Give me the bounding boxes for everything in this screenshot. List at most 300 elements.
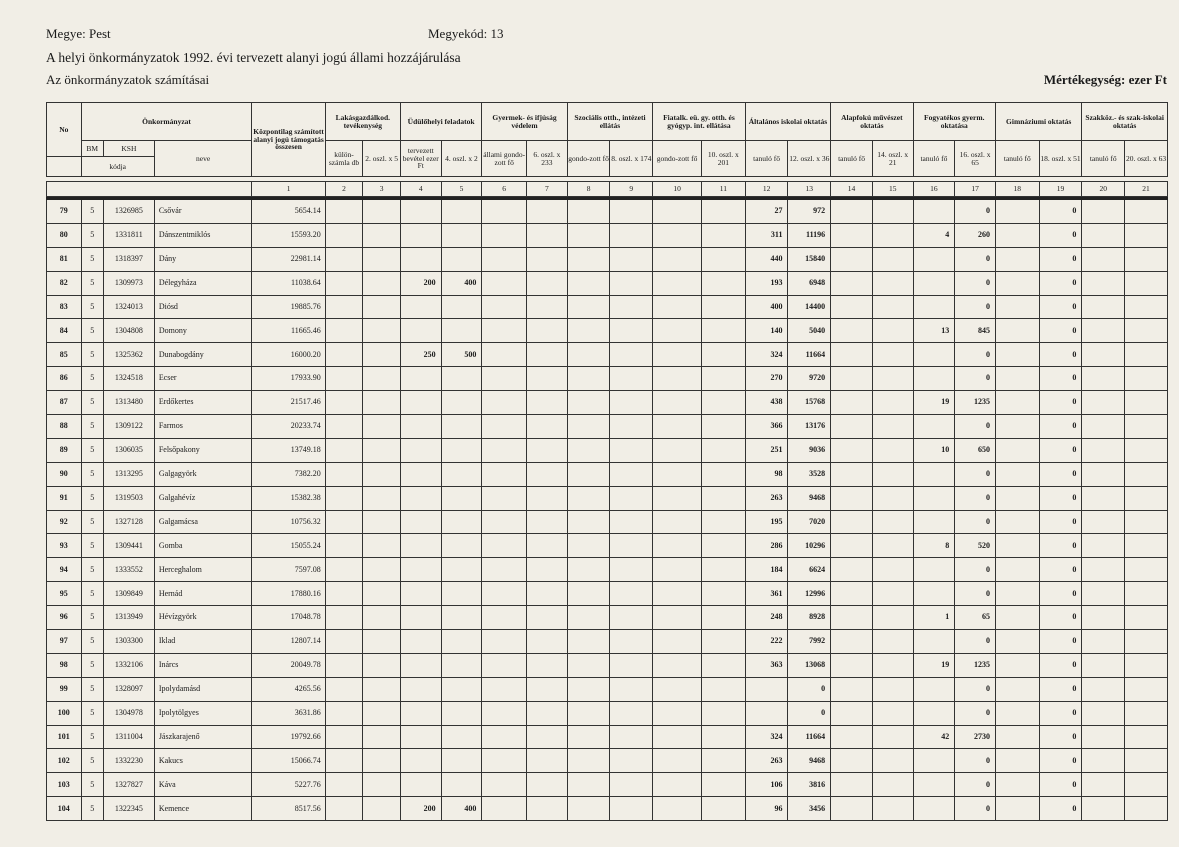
cell-c19: 0 (1039, 582, 1082, 606)
cell-c14 (831, 582, 873, 606)
cell-c9 (610, 391, 653, 415)
cell-c7 (527, 606, 568, 630)
cell-c14 (831, 367, 873, 391)
cell-c21 (1125, 582, 1168, 606)
cell-c10 (653, 773, 702, 797)
row-total-cell: 7382.20 (252, 462, 325, 486)
cell-c9 (610, 199, 653, 224)
cell-c11 (702, 415, 746, 439)
row-bm-cell: 5 (81, 534, 103, 558)
cell-c7 (527, 653, 568, 677)
cell-c15 (872, 725, 913, 749)
cell-c2 (325, 367, 363, 391)
cell-c5 (441, 438, 482, 462)
cell-c12: 222 (745, 630, 788, 654)
cell-c13: 9468 (788, 486, 831, 510)
cell-c8 (567, 725, 610, 749)
header-group-social-care: Szociális otth., intézeti ellátás (567, 103, 652, 141)
cell-c18 (995, 199, 1039, 224)
table-row (47, 343, 1168, 367)
cell-c6 (482, 534, 527, 558)
row-total-cell: 16000.20 (252, 343, 325, 367)
column-number: 18 (995, 182, 1039, 197)
cell-c6 (482, 773, 527, 797)
cell-c13: 15840 (788, 247, 831, 271)
cell-c15 (872, 295, 913, 319)
cell-c8 (567, 701, 610, 725)
table-row (47, 606, 1168, 630)
cell-c18 (995, 606, 1039, 630)
row-bm-cell: 5 (81, 271, 103, 295)
cell-c3 (363, 677, 401, 701)
cell-c11 (702, 534, 746, 558)
cell-c9 (610, 295, 653, 319)
cell-c20 (1082, 797, 1125, 821)
cell-c21 (1125, 534, 1168, 558)
column-number: 12 (745, 182, 788, 197)
cell-c7 (527, 773, 568, 797)
column-number: 2 (325, 182, 363, 197)
cell-c9 (610, 271, 653, 295)
cell-c5 (441, 415, 482, 439)
cell-c13: 11664 (788, 343, 831, 367)
cell-c10 (653, 367, 702, 391)
cell-c12: 98 (745, 462, 788, 486)
cell-c20 (1082, 391, 1125, 415)
cell-c17: 0 (955, 199, 996, 224)
cell-c11 (702, 295, 746, 319)
row-name-cell: Jászkarajenő (154, 725, 252, 749)
cell-c13: 3456 (788, 797, 831, 821)
cell-c21 (1125, 343, 1168, 367)
cell-c15 (872, 247, 913, 271)
cell-c21 (1125, 438, 1168, 462)
cell-c11 (702, 558, 746, 582)
row-name-cell: Diósd (154, 295, 252, 319)
header-sub-11: tanuló fő (745, 141, 788, 177)
cell-c8 (567, 343, 610, 367)
cell-c19: 0 (1039, 653, 1082, 677)
cell-c13: 10296 (788, 534, 831, 558)
cell-c7 (527, 725, 568, 749)
cell-c5: 400 (441, 271, 482, 295)
header-sub-19: tanuló fő (1082, 141, 1125, 177)
cell-c3 (363, 271, 401, 295)
cell-c7 (527, 630, 568, 654)
cell-c14 (831, 223, 873, 247)
cell-c7 (527, 582, 568, 606)
cell-c21 (1125, 486, 1168, 510)
cell-c2 (325, 534, 363, 558)
row-total-cell: 17048.78 (252, 606, 325, 630)
cell-c20 (1082, 534, 1125, 558)
cell-c4 (400, 415, 441, 439)
header-group-vocational-school: Szakköz.- és szak-iskolai oktatás (1082, 103, 1168, 141)
cell-c16: 42 (913, 725, 955, 749)
row-bm-cell: 5 (81, 367, 103, 391)
cell-c8 (567, 749, 610, 773)
cell-c21 (1125, 653, 1168, 677)
cell-c3 (363, 247, 401, 271)
row-total-cell: 22981.14 (252, 247, 325, 271)
cell-c7 (527, 438, 568, 462)
cell-c9 (610, 677, 653, 701)
table-row (47, 534, 1168, 558)
header-group-art-school: Alapfokú művészet oktatás (831, 103, 913, 141)
cell-c8 (567, 247, 610, 271)
row-bm-cell: 5 (81, 630, 103, 654)
column-number-row (47, 182, 1168, 197)
table-row (47, 558, 1168, 582)
row-total-cell: 21517.46 (252, 391, 325, 415)
cell-c2 (325, 773, 363, 797)
row-total-cell: 19792.66 (252, 725, 325, 749)
cell-c20 (1082, 462, 1125, 486)
cell-c18 (995, 438, 1039, 462)
cell-c21 (1125, 199, 1168, 224)
cell-c17: 520 (955, 534, 996, 558)
cell-c4 (400, 582, 441, 606)
row-name-cell: Káva (154, 773, 252, 797)
row-ksh-cell: 1306035 (103, 438, 154, 462)
cell-c15 (872, 415, 913, 439)
cell-c15 (872, 558, 913, 582)
cell-c19: 0 (1039, 343, 1082, 367)
cell-c16 (913, 558, 955, 582)
cell-c7 (527, 510, 568, 534)
header-group-grammar-school: Gimnáziumi oktatás (995, 103, 1081, 141)
cell-c12: 27 (745, 199, 788, 224)
cell-c18 (995, 725, 1039, 749)
cell-c14 (831, 749, 873, 773)
cell-c15 (872, 677, 913, 701)
cell-c4 (400, 653, 441, 677)
cell-c8 (567, 271, 610, 295)
cell-c11 (702, 582, 746, 606)
cell-c16 (913, 677, 955, 701)
row-total-cell: 4265.56 (252, 677, 325, 701)
cell-c21 (1125, 247, 1168, 271)
cell-c9 (610, 725, 653, 749)
cell-c14 (831, 271, 873, 295)
cell-c19: 0 (1039, 606, 1082, 630)
cell-c21 (1125, 367, 1168, 391)
cell-c5 (441, 582, 482, 606)
cell-c7 (527, 749, 568, 773)
column-number: 4 (400, 182, 441, 197)
cell-c12: 263 (745, 749, 788, 773)
cell-c12 (745, 701, 788, 725)
cell-c6 (482, 391, 527, 415)
table-row (47, 773, 1168, 797)
cell-c6 (482, 582, 527, 606)
cell-c17: 1235 (955, 391, 996, 415)
cell-c13: 0 (788, 701, 831, 725)
cell-c16 (913, 749, 955, 773)
cell-c2 (325, 391, 363, 415)
row-total-cell: 5654.14 (252, 199, 325, 224)
row-bm-cell: 5 (81, 749, 103, 773)
cell-c5 (441, 558, 482, 582)
cell-c16 (913, 510, 955, 534)
row-no-cell: 92 (47, 510, 82, 534)
cell-c3 (363, 295, 401, 319)
row-name-cell: Délegyháza (154, 271, 252, 295)
cell-c14 (831, 630, 873, 654)
cell-c20 (1082, 677, 1125, 701)
table-row (47, 582, 1168, 606)
cell-c7 (527, 199, 568, 224)
row-total-cell: 17933.90 (252, 367, 325, 391)
column-number: 21 (1125, 182, 1168, 197)
cell-c20 (1082, 223, 1125, 247)
cell-c17: 260 (955, 223, 996, 247)
header-sub-18: 18. oszl. x 51 (1039, 141, 1082, 177)
header-no-cont (47, 157, 82, 177)
cell-c21 (1125, 773, 1168, 797)
row-no-cell: 79 (47, 199, 82, 224)
row-ksh-cell: 1303300 (103, 630, 154, 654)
cell-c4 (400, 677, 441, 701)
cell-c5: 400 (441, 797, 482, 821)
cell-c12: 184 (745, 558, 788, 582)
column-number: 10 (653, 182, 702, 197)
cell-c4 (400, 486, 441, 510)
cell-c19: 0 (1039, 749, 1082, 773)
row-bm-cell: 5 (81, 653, 103, 677)
cell-c8 (567, 797, 610, 821)
cell-c16: 19 (913, 653, 955, 677)
cell-c17: 0 (955, 343, 996, 367)
cell-c16 (913, 247, 955, 271)
cell-c6 (482, 462, 527, 486)
header-sub-2: 2. oszl. x 5 (363, 141, 401, 177)
cell-c10 (653, 247, 702, 271)
cell-c16: 1 (913, 606, 955, 630)
cell-c9 (610, 630, 653, 654)
cell-c15 (872, 223, 913, 247)
row-no-cell: 87 (47, 391, 82, 415)
cell-c18 (995, 701, 1039, 725)
header-sub-10: 10. oszl. x 201 (701, 141, 745, 177)
cell-c13: 9720 (788, 367, 831, 391)
column-number: 17 (955, 182, 996, 197)
cell-c2 (325, 510, 363, 534)
header-group-primary-school: Általános iskolai oktatás (745, 103, 830, 141)
cell-c4 (400, 295, 441, 319)
cell-c8 (567, 653, 610, 677)
cell-c14 (831, 343, 873, 367)
cell-c5 (441, 534, 482, 558)
cell-c9 (610, 773, 653, 797)
row-total-cell: 20049.78 (252, 653, 325, 677)
row-no-cell: 97 (47, 630, 82, 654)
cell-c14 (831, 797, 873, 821)
row-bm-cell: 5 (81, 558, 103, 582)
cell-c16 (913, 367, 955, 391)
header-bm: BM (81, 141, 103, 157)
cell-c12: 96 (745, 797, 788, 821)
row-bm-cell: 5 (81, 223, 103, 247)
cell-c6 (482, 295, 527, 319)
cell-c10 (653, 486, 702, 510)
cell-c6 (482, 677, 527, 701)
column-number: 11 (701, 182, 745, 197)
header-code: kódja (81, 157, 154, 177)
header-sub-16: 16. oszl. x 65 (955, 141, 996, 177)
cell-c4 (400, 319, 441, 343)
cell-c10 (653, 582, 702, 606)
cell-c12: 140 (745, 319, 788, 343)
cell-c19: 0 (1039, 247, 1082, 271)
cell-c5 (441, 199, 482, 224)
row-name-cell: Galgahévíz (154, 486, 252, 510)
row-ksh-cell: 1313480 (103, 391, 154, 415)
cell-c20 (1082, 247, 1125, 271)
row-ksh-cell: 1324013 (103, 295, 154, 319)
cell-c14 (831, 701, 873, 725)
row-name-cell: Farmos (154, 415, 252, 439)
row-name-cell: Herceghalom (154, 558, 252, 582)
cell-c5: 500 (441, 343, 482, 367)
cell-c18 (995, 415, 1039, 439)
cell-c18 (995, 558, 1039, 582)
cell-c11 (702, 271, 746, 295)
cell-c20 (1082, 438, 1125, 462)
cell-c13: 0 (788, 677, 831, 701)
row-total-cell: 10756.32 (252, 510, 325, 534)
header-municipality: Önkormányzat (81, 103, 252, 141)
cell-c2 (325, 749, 363, 773)
cell-c20 (1082, 558, 1125, 582)
row-name-cell: Domony (154, 319, 252, 343)
cell-c2 (325, 271, 363, 295)
table-row (47, 247, 1168, 271)
cell-c9 (610, 510, 653, 534)
cell-c19: 0 (1039, 510, 1082, 534)
cell-c18 (995, 367, 1039, 391)
row-ksh-cell: 1318397 (103, 247, 154, 271)
cell-c5 (441, 510, 482, 534)
cell-c2 (325, 462, 363, 486)
cell-c18 (995, 797, 1039, 821)
cell-c9 (610, 749, 653, 773)
cell-c18 (995, 630, 1039, 654)
cell-c8 (567, 677, 610, 701)
cell-c6 (482, 343, 527, 367)
cell-c18 (995, 534, 1039, 558)
cell-c4 (400, 391, 441, 415)
cell-c12: 311 (745, 223, 788, 247)
cell-c16 (913, 582, 955, 606)
cell-c13: 3528 (788, 462, 831, 486)
row-no-cell: 102 (47, 749, 82, 773)
cell-c19: 0 (1039, 558, 1082, 582)
row-total-cell: 17880.16 (252, 582, 325, 606)
cell-c9 (610, 534, 653, 558)
row-ksh-cell: 1327827 (103, 773, 154, 797)
row-ksh-cell: 1309849 (103, 582, 154, 606)
cell-c11 (702, 486, 746, 510)
cell-c3 (363, 486, 401, 510)
cell-c4 (400, 510, 441, 534)
cell-c12: 270 (745, 367, 788, 391)
row-total-cell: 15382.38 (252, 486, 325, 510)
cell-c3 (363, 319, 401, 343)
cell-c5 (441, 295, 482, 319)
row-ksh-cell: 1331811 (103, 223, 154, 247)
cell-c15 (872, 367, 913, 391)
cell-c20 (1082, 343, 1125, 367)
cell-c6 (482, 415, 527, 439)
cell-c15 (872, 510, 913, 534)
cell-c19: 0 (1039, 438, 1082, 462)
row-name-cell: Galgamácsa (154, 510, 252, 534)
row-bm-cell: 5 (81, 606, 103, 630)
row-total-cell: 19885.76 (252, 295, 325, 319)
cell-c11 (702, 391, 746, 415)
cell-c18 (995, 247, 1039, 271)
table-header (46, 102, 1168, 197)
cell-c6 (482, 725, 527, 749)
cell-c20 (1082, 295, 1125, 319)
row-no-cell: 81 (47, 247, 82, 271)
cell-c3 (363, 223, 401, 247)
row-bm-cell: 5 (81, 510, 103, 534)
row-ksh-cell: 1304978 (103, 701, 154, 725)
cell-c8 (567, 606, 610, 630)
cell-c6 (482, 367, 527, 391)
row-ksh-cell: 1325362 (103, 343, 154, 367)
row-ksh-cell: 1326985 (103, 199, 154, 224)
cell-c21 (1125, 630, 1168, 654)
cell-c13: 9036 (788, 438, 831, 462)
cell-c14 (831, 773, 873, 797)
column-number: 9 (610, 182, 653, 197)
cell-c8 (567, 558, 610, 582)
cell-c8 (567, 462, 610, 486)
cell-c17: 65 (955, 606, 996, 630)
cell-c19: 0 (1039, 319, 1082, 343)
cell-c4 (400, 462, 441, 486)
cell-c5 (441, 462, 482, 486)
colnum-blank (47, 182, 252, 197)
cell-c21 (1125, 725, 1168, 749)
cell-c10 (653, 319, 702, 343)
cell-c3 (363, 653, 401, 677)
cell-c9 (610, 367, 653, 391)
cell-c9 (610, 319, 653, 343)
cell-c6 (482, 271, 527, 295)
cell-c19: 0 (1039, 630, 1082, 654)
cell-c15 (872, 606, 913, 630)
cell-c3 (363, 534, 401, 558)
table-row (47, 391, 1168, 415)
cell-c19: 0 (1039, 534, 1082, 558)
cell-c16: 19 (913, 391, 955, 415)
cell-c21 (1125, 749, 1168, 773)
row-no-cell: 88 (47, 415, 82, 439)
cell-c21 (1125, 462, 1168, 486)
cell-c9 (610, 486, 653, 510)
cell-c8 (567, 630, 610, 654)
cell-c2 (325, 295, 363, 319)
data-table (46, 102, 1168, 821)
cell-c17: 0 (955, 462, 996, 486)
cell-c16 (913, 486, 955, 510)
row-total-cell: 15066.74 (252, 749, 325, 773)
row-ksh-cell: 1324518 (103, 367, 154, 391)
